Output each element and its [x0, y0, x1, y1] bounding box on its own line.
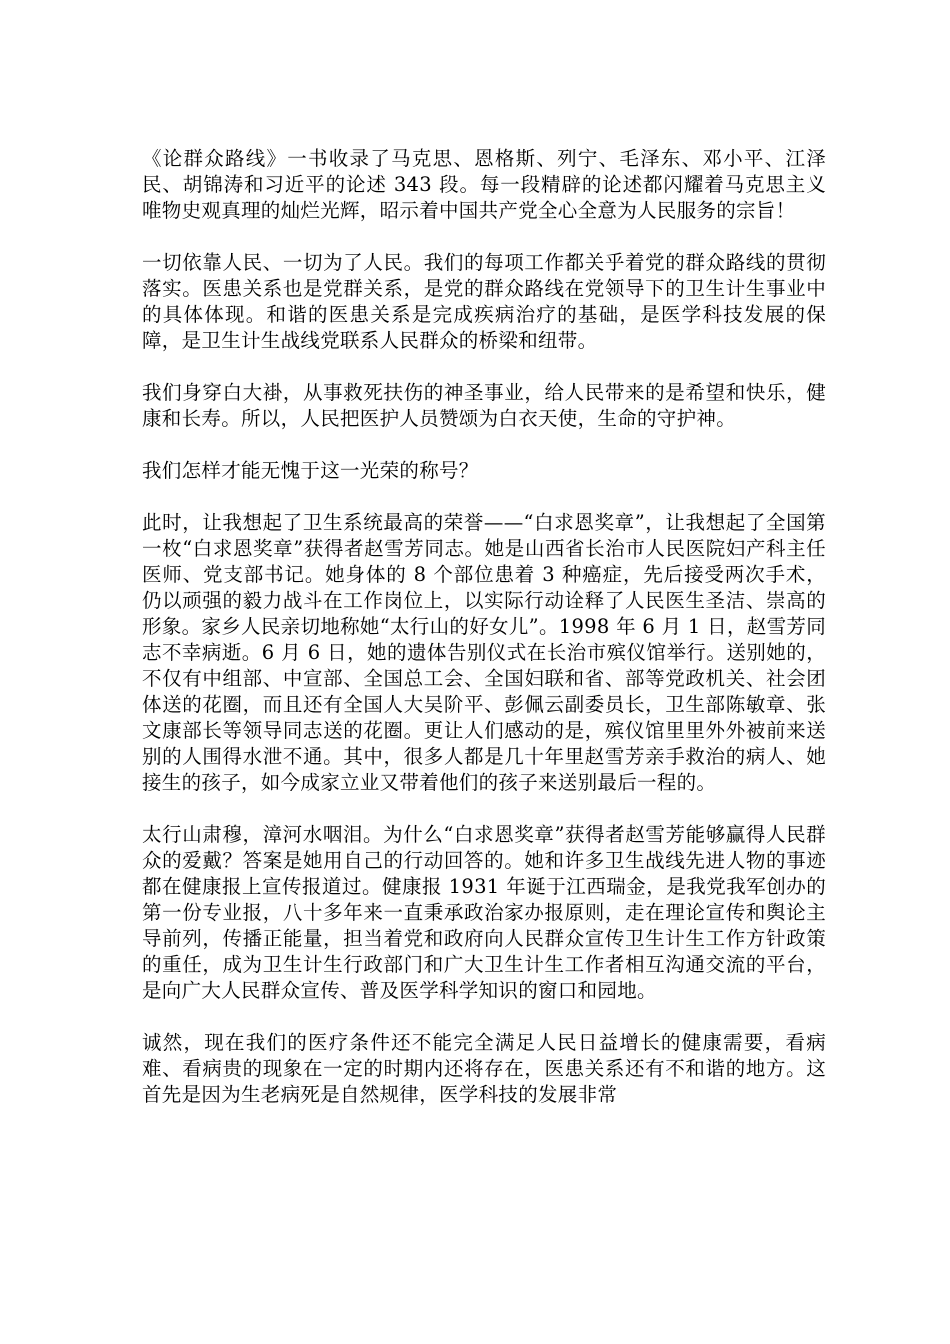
paragraph-4: 我们怎样才能无愧于这一光荣的称号？ [142, 459, 479, 482]
paragraph-1: 《论群众路线》一书收录了马克思、恩格斯、列宁、毛泽东、邓小平、江泽民、胡锦涛和习近平的论述 343 段。每一段精辟的论述都闪耀着马克思主义唯物史观真理的灿烂光辉，昭示着中国共产党全心全意为人民服务的宗旨！ [142, 147, 826, 222]
paragraph-6: 太行山肃穆，漳河水咽泪。为什么“白求恩奖章”获得者赵雪芳能够赢得人民群众的爱戴？答案是她用自己的行动回答的。她和许多卫生战线先进人物的事迹都在健康报上宣传报道过。健康报 1931 年诞于江西瑞金，是我党我军创办的第一份专业报，八十多年来一直秉承政治家办报原则，走在理论宣传和舆论主导前列，传播正能量，担当着党和政府向人民群众宣传卫生计生工作方针政策的重任，成为卫生计生行政部门和广大卫生计生工作者相互沟通交流的平台，是向广大人民群众宣传、普及医学科学知识的窗口和园地。 [142, 823, 826, 1002]
paragraph-7: 诚然，现在我们的医疗条件还不能完全满足人民日益增长的健康需要，看病难、看病贵的现象在一定的时期内还将存在，医患关系还有不和谐的地方。这首先是因为生老病死是自然规律，医学科技的发展非常 [142, 1031, 826, 1106]
document-body [142, 146, 826, 1134]
paragraph-3: 我们身穿白大褂，从事救死扶伤的神圣事业，给人民带来的是希望和快乐，健康和长寿。所以，人民把医护人员赞颂为白衣天使，生命的守护神。 [142, 381, 826, 430]
paragraph-2: 一切依靠人民、一切为了人民。我们的每项工作都关乎着党的群众路线的贯彻落实。医患关系也是党群关系，是党的群众路线在党领导下的卫生计生事业中的具体体现。和谐的医患关系是完成疾病治疗的基础，是医学科技发展的保障，是卫生计生战线党联系人民群众的桥梁和纽带。 [142, 251, 826, 352]
paragraph-5: 此时，让我想起了卫生系统最高的荣誉——“白求恩奖章”，让我想起了全国第一枚“白求恩奖章”获得者赵雪芳同志。她是山西省长治市人民医院妇产科主任医师、党支部书记。她身体的 8 个部位患着 3 种癌症，先后接受两次手术，仍以顽强的毅力战斗在工作岗位上，以实际行动诠释了人民医生圣洁、崇高的形象。家乡人民亲切地称她“太行山的好女儿”。1998 年 6 月 1 日，赵雪芳同志不幸病逝。6 月 6 日，她的遗体告别仪式在长治市殡仪馆举行。送别她的，不仅有中组部、中宣部、全国总工会、全国妇联和省、部等党政机关、社会团体送的花圈，而且还有全国人大吴阶平、彭佩云副委员长，卫生部陈敏章、张文康部长等领导同志送的花圈。更让人们感动的是，殡仪馆里里外外被前来送别的人围得水泄不通。其中，很多人都是几十年里赵雪芳亲手救治的病人、她接生的孩子，如今成家立业又带着他们的孩子来送别最后一程的。 [142, 511, 826, 794]
